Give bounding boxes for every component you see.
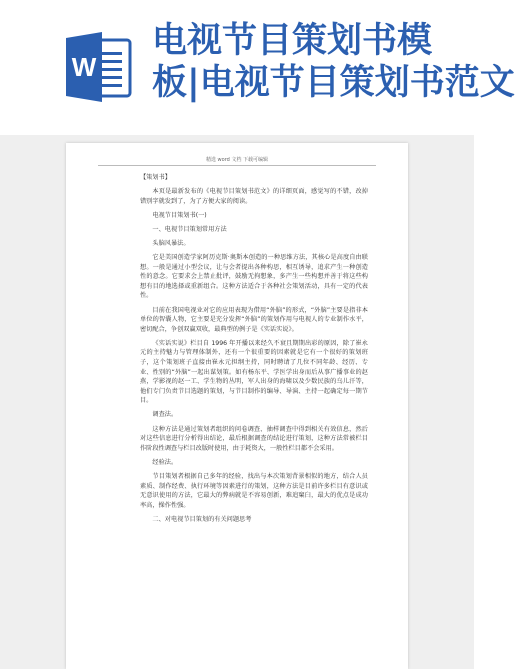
paragraph: 经验法。	[152, 458, 178, 466]
document-page	[66, 143, 408, 669]
paragraph: 这种方法是通过策划者组织的问卷调查、抽样调查中得到相关有效信息，然后对这些信息进行分析得出结论，最后根据调查的结论进行策划，这种方法常被栏目作阶段性调查与栏目改版时使用，由于耗资大，一般性栏目都不会采用。	[140, 425, 368, 452]
header-rule	[98, 165, 376, 166]
paragraph: 《实话实说》栏目自 1996 年开播以来经久不衰且期期出彩的原因，除了崔永元的主持魅力与管理体制外，还有一个很重要的因素就是它有一个很好的策划班子，这个策划班子直接由崔永元担纲主持，同时聘请了几位不同年龄、经历、专业、性别的“外脑”一起出谋划策。如有杨东平、学医学出身而后从事广播事业的赵燕，学影视的赵一工、学生物的丛明，军人出身的海啸以及少数民族的乌儿汗等，他们专门负责节目选题的策划，与节目制作的编导、导演、主持一起确定每一期节目。	[140, 339, 368, 405]
paragraph: 【策划书】	[140, 174, 171, 181]
document-preview	[0, 135, 474, 669]
page-header: 精选 word 文档 下载可编辑	[205, 157, 269, 163]
word-document-icon	[62, 30, 136, 104]
paragraph: 目前在我国电视业对它的应用表现为借用“外脑”的形式，“外脑”主要是指非本单位的智囊人物，它主要是充分发挥“外脑”的策划作用与电视人的专业制作水平，密切配合，争创双赢双收，最典型的例子是《实话实说》。	[140, 306, 368, 333]
banner	[0, 0, 515, 135]
paragraph: 节目策划者根据自己多年的经验，找出与本次策划背景相似的地方，结合人员素质、制作经费、执行环境等因素进行的策划，这种方法是目前许多栏目有意识或无意识使用的方法，它最大的弊病就是不容易创新，难追窠臼，最大的优点是成功率高，操作性强。	[140, 472, 368, 509]
title-line-2: 板|电视节目策划书范文	[152, 63, 515, 103]
paragraph: 它是美国创造学家阿历克斯·奥斯本创造的一种思维方法，其核心是高度自由联想。一般是通过小型会议，让与会者提出各种构思，相互诱导，追求产生一种创造性的意念。它要求会上禁止批评，鼓励无拘想象，多产生一些构想并善于将这些构想有目的地选择或重新组合。这种方法适合于各种社会策划活动，具有一定的代表性。	[140, 254, 368, 300]
paragraph: 电视节目策划书(一)	[152, 211, 207, 219]
paragraph: 本页是最新发布的《电视节目策划书范文》的详细页面，感觉写的不错，改掉错别字就发到了，为了方便大家的阅读。	[140, 188, 368, 205]
page-title	[152, 20, 515, 104]
paragraph: 头脑风暴法。	[152, 239, 190, 247]
paragraph: 一、电视节目策划常用方法	[152, 225, 227, 233]
paragraph: 调查法。	[152, 411, 178, 419]
title-line-1: 电视节目策划书模	[152, 21, 433, 61]
document-body	[140, 173, 368, 529]
word-logo-letter: W	[71, 52, 97, 82]
paragraph: 二、对电视节目策划的有关问题思考	[152, 515, 252, 523]
